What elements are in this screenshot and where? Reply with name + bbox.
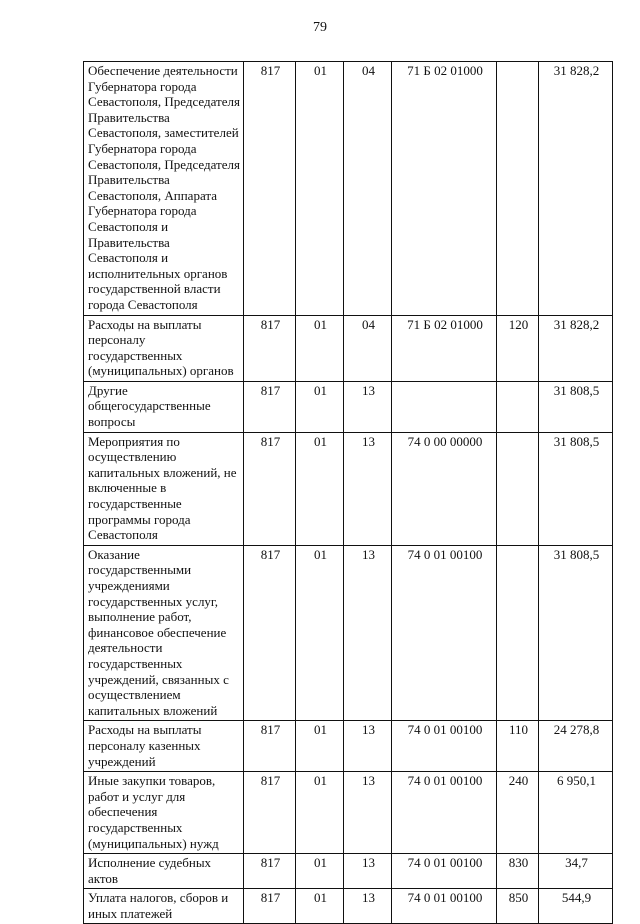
amount-cell: 544,9 xyxy=(539,889,613,924)
department-code-cell: 817 xyxy=(244,381,296,432)
expense-type-code-cell xyxy=(497,381,539,432)
amount-cell: 24 278,8 xyxy=(539,721,613,772)
expense-type-code-cell xyxy=(497,432,539,545)
table-row xyxy=(84,889,613,924)
target-article-code-cell: 74 0 01 00100 xyxy=(392,889,497,924)
expense-name-cell: Расходы на выплаты персоналу казенных учреждений xyxy=(84,721,244,772)
target-article-code-cell: 71 Б 02 01000 xyxy=(392,315,497,381)
expense-name-cell: Иные закупки товаров, работ и услуг для обеспечения государственных (муниципальных) нужд xyxy=(84,772,244,854)
section-code-cell: 01 xyxy=(296,854,344,889)
amount-cell: 34,7 xyxy=(539,854,613,889)
expense-type-code-cell: 830 xyxy=(497,854,539,889)
target-article-code-cell: 74 0 01 00100 xyxy=(392,721,497,772)
subsection-code-cell: 13 xyxy=(344,545,392,721)
subsection-code-cell: 13 xyxy=(344,721,392,772)
amount-cell: 31 808,5 xyxy=(539,432,613,545)
table-row xyxy=(84,381,613,432)
target-article-code-cell xyxy=(392,381,497,432)
table-row xyxy=(84,62,613,316)
page-number: 79 xyxy=(313,20,327,35)
subsection-code-cell: 13 xyxy=(344,381,392,432)
expense-name-cell: Оказание государственными учреждениями государственных услуг, выполнение работ, финансовое обеспечение деятельности государственных учреждений, связанных с осуществлением капитальных вложений xyxy=(84,545,244,721)
expense-type-code-cell: 120 xyxy=(497,315,539,381)
department-code-cell: 817 xyxy=(244,721,296,772)
target-article-code-cell: 74 0 00 00000 xyxy=(392,432,497,545)
amount-cell: 31 808,5 xyxy=(539,545,613,721)
department-code-cell: 817 xyxy=(244,432,296,545)
amount-cell: 31 808,5 xyxy=(539,381,613,432)
subsection-code-cell: 04 xyxy=(344,62,392,316)
expense-name-cell: Уплата налогов, сборов и иных платежей xyxy=(84,889,244,924)
table-row xyxy=(84,432,613,545)
department-code-cell: 817 xyxy=(244,854,296,889)
section-code-cell: 01 xyxy=(296,432,344,545)
table-row xyxy=(84,545,613,721)
section-code-cell: 01 xyxy=(296,545,344,721)
department-code-cell: 817 xyxy=(244,315,296,381)
subsection-code-cell: 13 xyxy=(344,889,392,924)
budget-table xyxy=(83,61,613,924)
table-row xyxy=(84,315,613,381)
expense-name-cell: Исполнение судебных актов xyxy=(84,854,244,889)
expense-type-code-cell: 240 xyxy=(497,772,539,854)
target-article-code-cell: 74 0 01 00100 xyxy=(392,545,497,721)
department-code-cell: 817 xyxy=(244,545,296,721)
table-row xyxy=(84,721,613,772)
amount-cell: 31 828,2 xyxy=(539,315,613,381)
section-code-cell: 01 xyxy=(296,889,344,924)
amount-cell: 31 828,2 xyxy=(539,62,613,316)
expense-name-cell: Обеспечение деятельности Губернатора города Севастополя, Председателя Правительства Севастополя, заместителей Губернатора города Севастополя, Председателя Правительства Севастополя, Аппарата Губернатора города Севастополя и Правительства Севастополя и исполнительных органов государственной власти города Севастополя xyxy=(84,62,244,316)
department-code-cell: 817 xyxy=(244,889,296,924)
subsection-code-cell: 13 xyxy=(344,432,392,545)
section-code-cell: 01 xyxy=(296,381,344,432)
subsection-code-cell: 13 xyxy=(344,854,392,889)
department-code-cell: 817 xyxy=(244,772,296,854)
expense-name-cell: Расходы на выплаты персоналу государственных (муниципальных) органов xyxy=(84,315,244,381)
section-code-cell: 01 xyxy=(296,772,344,854)
target-article-code-cell: 74 0 01 00100 xyxy=(392,772,497,854)
table-row xyxy=(84,772,613,854)
department-code-cell: 817 xyxy=(244,62,296,316)
section-code-cell: 01 xyxy=(296,315,344,381)
expense-type-code-cell: 110 xyxy=(497,721,539,772)
expense-name-cell: Мероприятия по осуществлению капитальных вложений, не включенные в государственные программы города Севастополя xyxy=(84,432,244,545)
table-body xyxy=(84,62,613,924)
section-code-cell: 01 xyxy=(296,62,344,316)
expense-type-code-cell: 850 xyxy=(497,889,539,924)
target-article-code-cell: 74 0 01 00100 xyxy=(392,854,497,889)
table-row xyxy=(84,854,613,889)
target-article-code-cell: 71 Б 02 01000 xyxy=(392,62,497,316)
expense-type-code-cell xyxy=(497,545,539,721)
subsection-code-cell: 04 xyxy=(344,315,392,381)
expense-type-code-cell xyxy=(497,62,539,316)
subsection-code-cell: 13 xyxy=(344,772,392,854)
amount-cell: 6 950,1 xyxy=(539,772,613,854)
section-code-cell: 01 xyxy=(296,721,344,772)
expense-name-cell: Другие общегосударственные вопросы xyxy=(84,381,244,432)
